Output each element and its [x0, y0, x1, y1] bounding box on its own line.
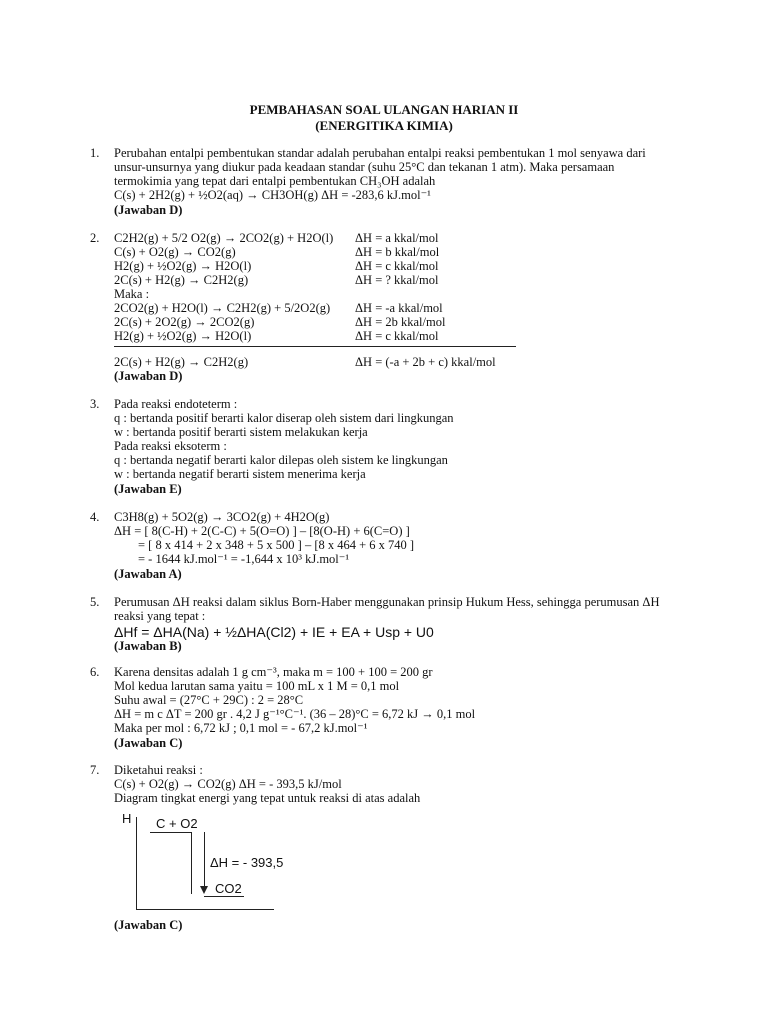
q6-line5: Maka per mol : 6,72 kJ ; 0,1 mol = - 67,2 kJ.mol⁻¹	[114, 721, 368, 735]
q6-number: 6.	[90, 665, 100, 679]
baseline	[136, 909, 274, 910]
q2-modified-dh-1: ΔH = -a kkal/mol	[355, 301, 443, 315]
q2-sum-line	[114, 346, 516, 347]
q2-total-dh: ΔH = (-a + 2b + c) kkal/mol	[355, 355, 496, 369]
q1-equation: C(s) + 2H2(g) + ½O2(aq) → CH3OH(g) ΔH = -283,6 kJ.mol⁻¹	[114, 188, 431, 202]
q1-line3: termokimia yang tepat dari entalpi pembentukan CH₃OH adalah	[114, 174, 436, 188]
q1-number: 1.	[90, 146, 100, 160]
q6-line3: Suhu awal = (27°C + 29C) : 2 = 28°C	[114, 693, 304, 707]
q6-line2: Mol kedua larutan sama yaitu = 100 mL x 1 M = 0,1 mol	[114, 679, 400, 693]
q5-line1: Perumusan ΔH reaksi dalam siklus Born-Haber menggunakan prinsip Hukum Hess, sehingga perumusan ΔH	[114, 595, 660, 609]
q7-answer: (Jawaban C)	[114, 918, 183, 932]
q2-reaction-3: H2(g) + ½O2(g) → H2O(l)	[114, 259, 252, 273]
q6-line1: Karena densitas adalah 1 g cm⁻³, maka m = 100 + 100 = 200 gr	[114, 665, 433, 679]
q4-reaction: C3H8(g) + 5O2(g) → 3CO2(g) + 4H2O(g)	[114, 510, 330, 524]
q3-line5: q : bertanda negatif berarti kalor dilepas oleh sistem ke lingkungan	[114, 453, 448, 467]
q6-answer: (Jawaban C)	[114, 736, 183, 750]
page-title: PEMBAHASAN SOAL ULANGAN HARIAN II	[249, 102, 519, 117]
q2-reaction-1: C2H2(g) + 5/2 O2(g) → 2CO2(g) + H2O(l)	[114, 231, 334, 245]
q2-modified-3: H2(g) + ½O2(g) → H2O(l)	[114, 329, 252, 343]
q4-dh-values: = [ 8 x 414 + 2 x 348 + 5 x 500 ] – [8 x 464 + 6 x 740 ]	[138, 538, 415, 552]
q2-number: 2.	[90, 231, 100, 245]
q5-answer: (Jawaban B)	[114, 639, 182, 653]
q7-line3: Diagram tingkat energi yang tepat untuk reaksi di atas adalah	[114, 791, 421, 805]
q1-answer: (Jawaban D)	[114, 203, 183, 217]
q5-born-haber-formula: ΔHf = ΔHA(Na) + ½ΔHA(Cl2) + IE + EA + Usp + U0	[114, 624, 434, 640]
q2-maka: Maka :	[114, 287, 150, 301]
q2-modified-dh-2: ΔH = 2b kkal/mol	[355, 315, 446, 329]
q3-line6: w : bertanda negatif berarti sistem menerima kerja	[114, 467, 366, 481]
q5-line2: reaksi yang tepat :	[114, 609, 206, 623]
page-subtitle: (ENERGITIKA KIMIA)	[315, 118, 453, 133]
dh-arrow-shaft	[204, 832, 205, 888]
q3-line4: Pada reaksi eksoterm :	[114, 439, 227, 453]
q2-reaction-4: 2C(s) + H2(g) → C2H2(g)	[114, 273, 249, 287]
q1-line1: Perubahan entalpi pembentukan standar adalah perubahan entalpi reaksi pembentukan 1 mol senyawa dari	[114, 146, 646, 160]
q7-line2: C(s) + O2(g) → CO2(g) ΔH = - 393,5 kJ/mol	[114, 777, 342, 791]
q2-total-reaction: 2C(s) + H2(g) → C2H2(g)	[114, 355, 249, 369]
q3-line3: w : bertanda positif berarti sistem melakukan kerja	[114, 425, 368, 439]
dh-arrow-line	[191, 832, 192, 894]
q2-answer: (Jawaban D)	[114, 369, 183, 383]
q4-answer: (Jawaban A)	[114, 567, 182, 581]
q2-reaction-2: C(s) + O2(g) → CO2(g)	[114, 245, 236, 259]
enthalpy-axis-label: H	[122, 811, 132, 826]
q3-number: 3.	[90, 397, 100, 411]
q3-answer: (Jawaban E)	[114, 482, 182, 496]
q2-dh-4: ΔH = ? kkal/mol	[355, 273, 439, 287]
q2-dh-3: ΔH = c kkal/mol	[355, 259, 439, 273]
q2-dh-1: ΔH = a kkal/mol	[355, 231, 439, 245]
q2-modified-2: 2C(s) + 2O2(g) → 2CO2(g)	[114, 315, 255, 329]
q2-modified-1: 2CO2(g) + H2O(l) → C2H2(g) + 5/2O2(g)	[114, 301, 331, 315]
enthalpy-axis	[136, 817, 137, 910]
dh-label: ΔH = - 393,5	[210, 855, 284, 870]
q2-modified-dh-3: ΔH = c kkal/mol	[355, 329, 439, 343]
q1-line2: unsur-unsurnya yang diukur pada keadaan standar (suhu 25°C dan tekanan 1 atm). Maka persamaan	[114, 160, 615, 174]
q7-line1: Diketahui reaksi :	[114, 763, 203, 777]
q2-dh-2: ΔH = b kkal/mol	[355, 245, 440, 259]
q4-dh-expression: ΔH = [ 8(C-H) + 2(C-C) + 5(O=O) ] – [8(O-H) + 6(C=O) ]	[114, 524, 410, 538]
q3-line2: q : bertanda positif berarti kalor diserap oleh sistem dari lingkungan	[114, 411, 454, 425]
q4-number: 4.	[90, 510, 100, 524]
reactant-level	[150, 832, 192, 833]
q3-line1: Pada reaksi endoteterm :	[114, 397, 238, 411]
q7-number: 7.	[90, 763, 100, 777]
q5-number: 5.	[90, 595, 100, 609]
reactant-label: C + O2	[156, 816, 198, 831]
product-level	[204, 896, 244, 897]
q6-line4: ΔH = m c ΔT = 200 gr . 4,2 J g⁻¹°C⁻¹. (36 – 28)°C = 6,72 kJ → 0,1 mol	[114, 707, 476, 721]
q4-dh-result: = - 1644 kJ.mol⁻¹ = -1,644 x 10³ kJ.mol⁻¹	[138, 552, 350, 566]
product-label: CO2	[215, 881, 242, 896]
